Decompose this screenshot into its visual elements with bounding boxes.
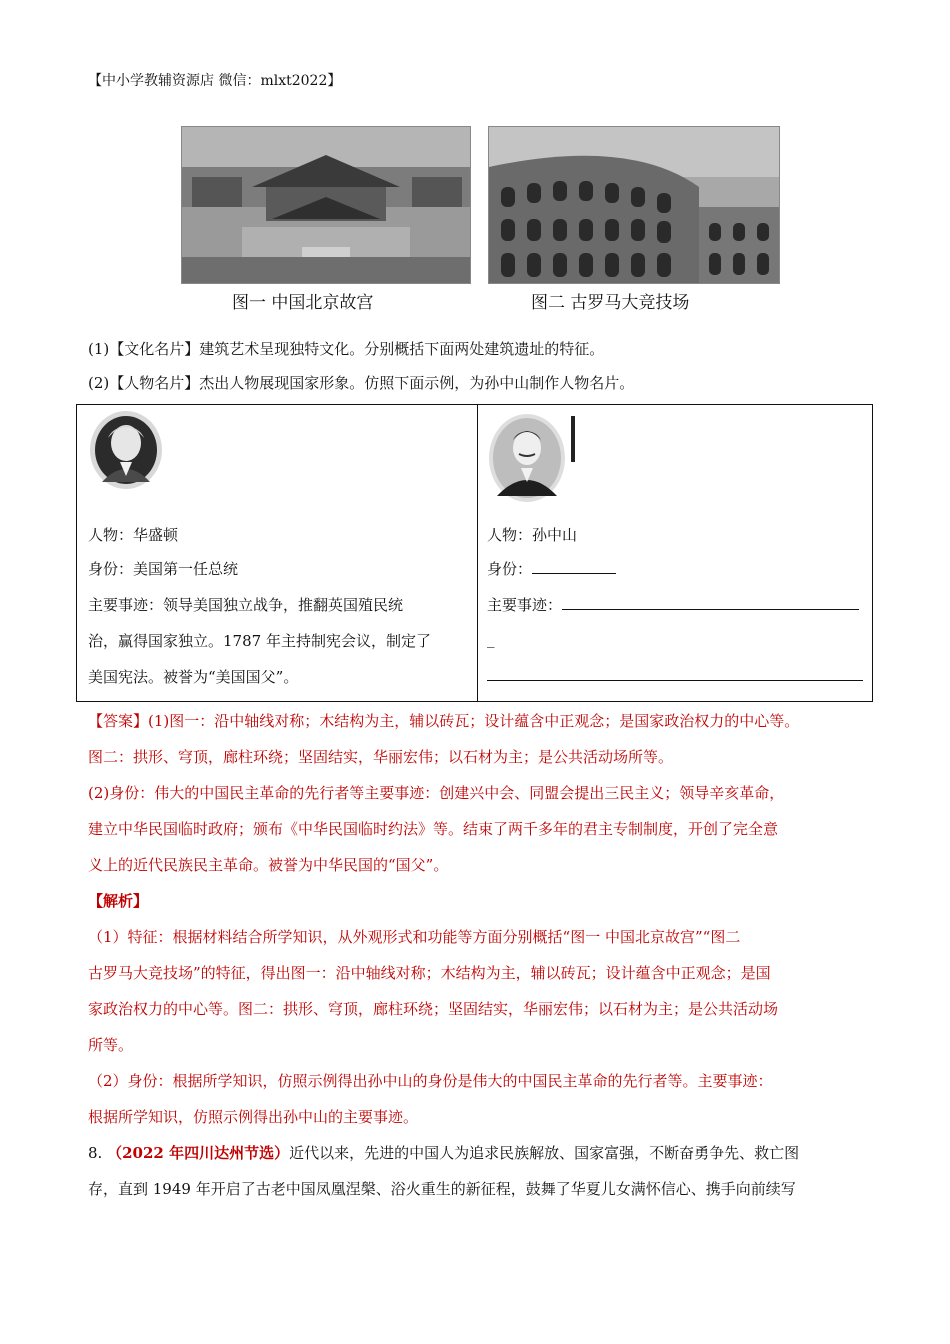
deeds-blank-1[interactable] bbox=[562, 595, 859, 610]
left-card-person: 人物：华盛顿 bbox=[88, 526, 179, 544]
figure-2-caption: 图二 古罗马大竞技场 bbox=[531, 293, 690, 313]
left-card-deeds-1: 主要事迹：领导美国独立战争，推翻英国殖民统 bbox=[88, 596, 404, 614]
right-card-deeds-label: 主要事迹： bbox=[487, 596, 563, 614]
left-card-deeds-3: 美国宪法。被誉为“美国国父”。 bbox=[88, 668, 299, 686]
question-1: (1)【文化名片】建筑艺术呈现独特文化。分别概括下面两处建筑遗址的特征。 bbox=[88, 340, 605, 358]
analysis-line-3: 家政治权力的中心等。图二：拱形、穹顶，廊柱环绕；坚固结实，华丽宏伟；以石材为主；是公共活动场 bbox=[88, 1000, 779, 1018]
question-8-source: （2022 年四川达州节选） bbox=[107, 1144, 290, 1162]
figure-1-caption: 图一 中国北京故宫 bbox=[232, 293, 374, 313]
question-8-number: 8. bbox=[88, 1144, 108, 1162]
question-8-text: 近代以来，先进的中国人为追求民族解放、国家富强，不断奋勇争先、救亡图 bbox=[289, 1144, 800, 1162]
colosseum-illustration bbox=[489, 127, 779, 283]
deeds-blank-2[interactable] bbox=[487, 666, 863, 681]
forbidden-city-illustration bbox=[182, 127, 470, 283]
analysis-line-6: 根据所学知识，仿照示例得出孙中山的主要事迹。 bbox=[88, 1108, 419, 1126]
question-8-line-2: 存，直到 1949 年开启了古老中国凤凰涅槃、浴火重生的新征程，鼓舞了华夏儿女满怀信心、携手向前续写 bbox=[88, 1180, 796, 1198]
colosseum-photo bbox=[488, 126, 780, 284]
person-card-table bbox=[76, 404, 873, 702]
answer-line-2: 图二：拱形、穹顶，廊柱环绕；坚固结实，华丽宏伟；以石材为主；是公共活动场所等。 bbox=[88, 748, 674, 766]
page-header: 【中小学教辅资源店 微信：mlxt2022】 bbox=[88, 73, 342, 89]
washington-portrait bbox=[88, 410, 164, 490]
right-card-person: 人物：孙中山 bbox=[487, 526, 578, 544]
right-card-deeds bbox=[487, 594, 859, 615]
answer-line-5: 义上的近代民族民主革命。被誉为中华民国的“国父”。 bbox=[88, 856, 449, 874]
card-divider bbox=[477, 404, 478, 702]
right-card-identity bbox=[487, 558, 616, 579]
analysis-line-4: 所等。 bbox=[88, 1036, 134, 1054]
analysis-line-5: （2）身份：根据所学知识，仿照示例得出孙中山的身份是伟大的中国民主革命的先行者等。主要事迹： bbox=[88, 1072, 773, 1090]
forbidden-city-photo bbox=[181, 126, 471, 284]
identity-blank[interactable] bbox=[532, 559, 616, 574]
right-card-identity-label: 身份： bbox=[487, 560, 533, 578]
right-card-underscore: _ bbox=[487, 630, 495, 648]
analysis-line-1: （1）特征：根据材料结合所学知识，从外观形式和功能等方面分别概括“图一 中国北京故宫”“图二 bbox=[88, 928, 741, 946]
sun-yat-sen-portrait bbox=[485, 410, 575, 504]
answer-line-4: 建立中华民国临时政府；颁布《中华民国临时约法》等。结束了两千多年的君主专制制度，开创了完全意 bbox=[88, 820, 779, 838]
question-8-line-1 bbox=[88, 1142, 799, 1163]
left-card-identity: 身份：美国第一任总统 bbox=[88, 560, 239, 578]
question-2: (2)【人物名片】杰出人物展现国家形象。仿照下面示例，为孙中山制作人物名片。 bbox=[88, 374, 635, 392]
answer-line-1: 【答案】(1)图一：沿中轴线对称；木结构为主，辅以砖瓦；设计蕴含中正观念；是国家政治权力的中心等。 bbox=[88, 712, 800, 730]
answer-line-3: (2)身份：伟大的中国民主革命的先行者等主要事迹：创建兴中会、同盟会提出三民主义；领导辛亥革命， bbox=[88, 784, 785, 802]
analysis-title: 【解析】 bbox=[88, 892, 149, 910]
left-card-deeds-2: 治，赢得国家独立。1787 年主持制宪会议，制定了 bbox=[88, 632, 431, 650]
analysis-line-2: 古罗马大竞技场”的特征，得出图一：沿中轴线对称；木结构为主，辅以砖瓦；设计蕴含中正观念；是国 bbox=[88, 964, 771, 982]
